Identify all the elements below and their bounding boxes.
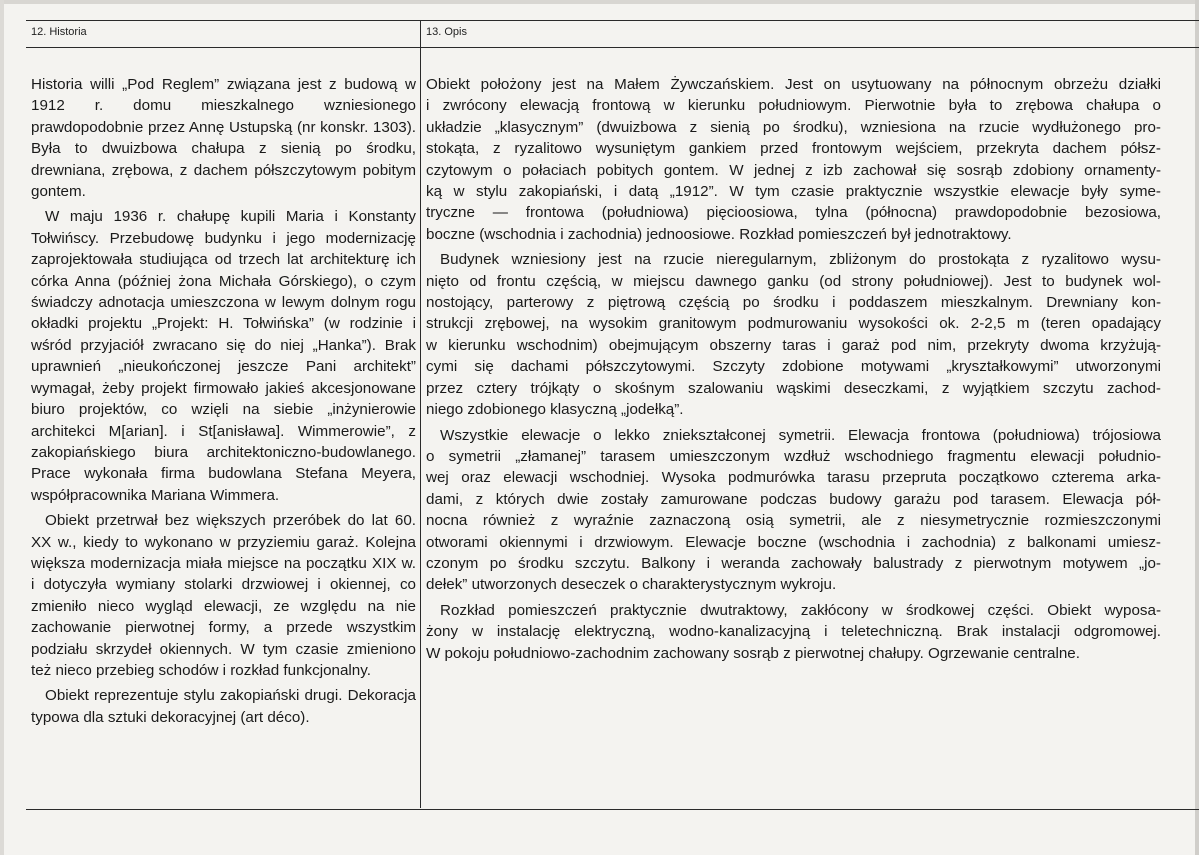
opis-line: dełek” utworzonych deseczek o charakterystycznym wykroju.: [426, 576, 837, 594]
opis-line: żony w instalację elektryczną, wodno-kanalizacyjną i teletechniczną. Brak instalacji odgromowej.: [426, 623, 1161, 641]
opis-line: Rozkład pomieszczeń praktycznie dwutraktowy, zakłócony w środkowej części. Obiekt wyposa-: [440, 601, 1161, 619]
section-header-opis: 13. Opis: [426, 26, 467, 38]
opis-line: o symetrii „złamanej” tarasem umieszczonym wzdłuż wschodniego fragmentu elewacji południo-: [426, 447, 1161, 465]
opis-paragraph-1: [426, 74, 1161, 245]
opis-line: nięto od frontu częścią, w miejscu dawnego ganku (od strony południowej). Jest to budynek wol-: [426, 272, 1161, 290]
opis-paragraph-4: [426, 600, 1161, 664]
opis-line: dami, z których dwie zostały zamurowane podczas budowy garażu pod tarasem. Elewacja pół-: [426, 490, 1161, 508]
historia-paragraph-3: Obiekt przetrwał bez większych przeróbek do lat 60. XX w., kiedy to wykonano w przyziemiu garaż. Kolejna większa modernizacja miała miejsce na początku XIX w. i dotyczyła wymiany stolarki drzwiowej i okiennej, co zmieniło nieco wygląd elewacji, ze względu na nie zachowanie pierwotnej formy, a przede wszystkim podziału skrzydeł okiennych. W tym czasie zmieniono też nieco przebieg schodów i rozkład funkcjonalny.: [31, 512, 416, 679]
header-divider-line: [26, 47, 1199, 48]
opis-line: cymi się dachami półszczytowymi. Szczyty zdobione motywami „kryształkowymi” utworzonymi: [426, 358, 1161, 376]
page-edge-left: [0, 0, 4, 855]
opis-line: czonym po środku szczytu. Balkony i weranda zachowały balustrady z pierwotnym motywem „jo-: [426, 554, 1161, 572]
opis-line: otworami okiennymi i drzwiowym. Elewacje boczne (wschodnia i zachodnia) z balkonami umiesz-: [426, 533, 1161, 551]
opis-line: stokąta, z ryzalitowo wysuniętym gankiem przed frontowym wejściem, przekryta dachem półsz-: [426, 140, 1161, 158]
opis-line: niego zdobionego klasyczną „jodełką”.: [426, 401, 684, 419]
opis-paragraph-2: [426, 249, 1161, 420]
opis-line: wej oraz elewacji wschodniej. Wysoka podmurówka tarasu przepruta początkowo czterema arka-: [426, 469, 1161, 487]
opis-line: strukcji zrębowej, na wysokim granitowym podmurowaniu wysokości ok. 2-2,5 m (teren opadający: [426, 315, 1161, 333]
column-divider-line: [420, 20, 421, 808]
historia-paragraph-2: W maju 1936 r. chałupę kupili Maria i Konstanty Tołwińscy. Przebudowę budynku i jego modernizację zaprojektowała studiująca od trzech lat architekturę ich córka Anna (później żona Michała Górskiego), o czym świadczy adnotacja umieszczona w lewym dolnym rogu okładki projektu „Projekt: H. Tołwińska” (w rodzinie i wśród przyjaciół zwracano się do niej „Hanka”). Brak uprawnień „nieukończonej jeszcze Pani architekt” wymagał, żeby projekt firmowało jakieś akcesjonowane biuro projektów, co wzięli na siebie „inżynierowie architekci M[arian]. i St[anisława]. Wimmerowie”, z zakopiańskiego biura architektoniczno-budowlanego. Prace wykonała firma budowlana Stefana Meyera, współpracownika Mariana Wimmera.: [31, 208, 416, 504]
opis-line: układzie „klasycznym” (dwuizbowa z sienią po środku), wzniesiona na rzucie wydłużonego pro-: [426, 118, 1161, 136]
historia-paragraph-4: Obiekt reprezentuje stylu zakopiański drugi. Dekoracja typowa dla sztuki dekoracyjnej (art déco).: [31, 687, 416, 726]
opis-line: Wszystkie elewacje o lekko zniekształconej symetrii. Elewacja frontowa (południowa) trójosiowa: [440, 426, 1161, 444]
opis-line: Budynek wzniesiony jest na rzucie nieregularnym, zbliżonym do prostokąta z ryzalitowo wysu-: [440, 251, 1161, 269]
opis-line: Obiekt położony jest na Małem Żywczańskiem. Jest on usytuowany na północnym obrzeżu działki: [426, 76, 1161, 93]
opis-column: [426, 74, 1161, 668]
opis-line: nocna również z wyraźnie zaznaczoną osią symetrii, ale z niesymetrycznie rozmieszczonymi: [426, 512, 1161, 530]
page-edge-top: [0, 0, 1199, 4]
opis-line: w kierunku wschodnim) obejmującym obszerny taras i garaż pod nim, przekryty dwoma krzyżują-: [426, 336, 1161, 354]
opis-paragraph-3: [426, 425, 1161, 596]
opis-line: i zwrócony elewacją frontową w kierunku południowym. Pierwotnie była to zrębowa chałupa o: [426, 97, 1161, 115]
opis-line: ką w stylu zakopiański, i datą „1912”. W tym czasie praktycznie wszystkie elewacje były syme-: [426, 183, 1161, 201]
opis-line: tryczne — frontowa (południowa) pięcioosiowa, tylna (północna) prawdopodobnie bezosiowa,: [426, 204, 1161, 222]
opis-line: nostojący, parterowy z piętrową częścią po środku i poddaszem mieszkalnym. Drewniany kon-: [426, 294, 1161, 312]
opis-line: przez cztery trójkąty o skośnym szalowaniu wąskimi deseczkami, z wyjątkiem szczytu zachod-: [426, 379, 1161, 397]
opis-line: czytowym o połaciach pobitych gontem. W jednej z izb zachował się sosrąb zdobiony ornamenty-: [426, 161, 1161, 179]
opis-line: boczne (wschodnia i zachodnia) jednoosiowe. Rozkład pomieszczeń był jednotraktowy.: [426, 225, 1012, 243]
section-header-historia: 12. Historia: [31, 26, 87, 38]
opis-line: W pokoju południowo-zachodnim zachowany sosrąb z pierwotnej chałupy. Ogrzewanie centralne.: [426, 644, 1080, 662]
historia-paragraph-1: Historia willi „Pod Reglem” związana jest z budową w 1912 r. domu mieszkalnego wzniesionego prawdopodobnie przez Annę Ustupską (nr konskr. 1303). Była to dwuizbowa chałupa z sienią po środku, drewniana, zrębowa, z dachem półszczytowym pobitym gontem.: [31, 76, 416, 201]
historia-column: [31, 74, 416, 732]
